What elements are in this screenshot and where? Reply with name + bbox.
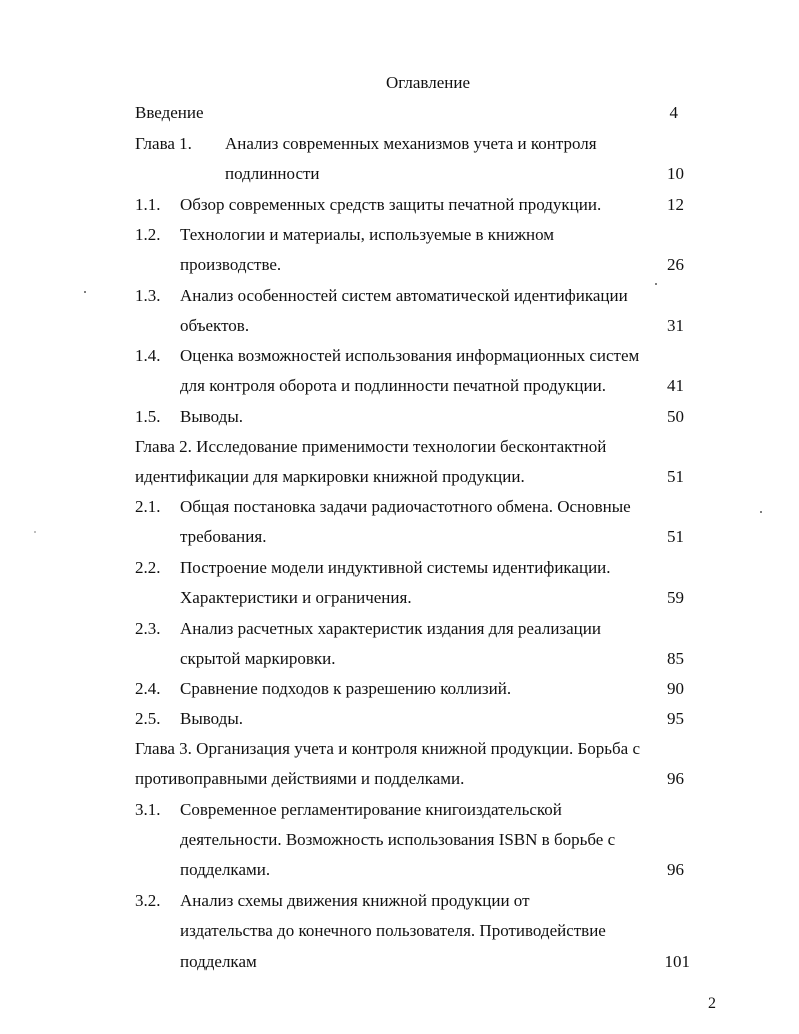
toc-entry-page: 10	[667, 164, 684, 183]
toc-entry-text: Построение модели индуктивной системы идентификации.	[180, 558, 611, 577]
toc-entry-page: 101	[664, 952, 690, 971]
toc-entry-number: 2.2.	[135, 558, 161, 577]
toc-entry-number: Глава 1.	[135, 134, 192, 153]
toc-entry-text: Общая постановка задачи радиочастотного обмена. Основные	[180, 497, 631, 516]
toc-entry-text: Характеристики и ограничения.	[180, 588, 412, 607]
toc-entry-page: 90	[667, 679, 684, 698]
toc-entry-text: подлинности	[225, 164, 320, 183]
toc-entry-page: 41	[667, 376, 684, 395]
scan-speck	[84, 291, 86, 293]
toc-entry-page: 95	[667, 709, 684, 728]
toc-entry-page: 51	[667, 527, 684, 546]
toc-entry-text: Обзор современных средств защиты печатной продукции.	[180, 195, 602, 214]
toc-entry-text: Анализ расчетных характеристик издания для реализации	[180, 619, 601, 638]
scan-speck	[760, 511, 762, 513]
toc-entry-text: подделкам	[180, 952, 257, 971]
scan-speck	[655, 283, 657, 285]
toc-entry-text: подделками.	[180, 860, 271, 879]
toc-entry-page: 59	[667, 588, 684, 607]
toc-title: Оглавление	[386, 73, 470, 92]
toc-entry-text: Глава 2. Исследование применимости технологии бесконтактной	[135, 437, 607, 456]
toc-entry-number: 3.2.	[135, 891, 161, 910]
toc-entry-text: деятельности. Возможность использования ISBN в борьбе с	[180, 830, 616, 849]
toc-entry-text: противоправными действиями и подделками.	[135, 769, 465, 788]
toc-entry-text: производстве.	[180, 255, 282, 274]
toc-entry-number: 3.1.	[135, 800, 161, 819]
toc-entry-text: Анализ схемы движения книжной продукции от	[180, 891, 530, 910]
toc-entry-text: Оценка возможностей использования информационных систем	[180, 346, 640, 365]
scan-speck	[34, 531, 36, 533]
toc-entry-number: 2.3.	[135, 619, 161, 638]
toc-entry-number: 1.1.	[135, 195, 161, 214]
toc-entry-text: Современное регламентирование книгоиздательской	[180, 800, 562, 819]
toc-entry-page: 50	[667, 407, 684, 426]
toc-entry-page: 51	[667, 467, 684, 486]
toc-entry-page: 96	[667, 769, 684, 788]
toc-entry-text: Технологии и материалы, используемые в книжном	[180, 225, 555, 244]
toc-entry-number: 1.2.	[135, 225, 161, 244]
toc-entry-text: Сравнение подходов к разрешению коллизий.	[180, 679, 512, 698]
toc-entry-number: 2.5.	[135, 709, 161, 728]
toc-entry-page: 31	[667, 316, 684, 335]
toc-entry-text: Введение	[135, 103, 204, 122]
toc-entry-text: для контроля оборота и подлинности печатной продукции.	[180, 376, 606, 395]
toc-entry-number: 2.1.	[135, 497, 161, 516]
toc-entry-text: Анализ современных механизмов учета и контроля	[225, 134, 597, 153]
toc-entry-text: объектов.	[180, 316, 250, 335]
toc-entry-number: 1.3.	[135, 286, 161, 305]
toc-entry-text: Глава 3. Организация учета и контроля книжной продукции. Борьба с	[135, 739, 640, 758]
toc-entry-text: издательства до конечного пользователя. Противодействие	[180, 921, 606, 940]
toc-entry-page: 26	[667, 255, 684, 274]
toc-entry-text: Выводы.	[180, 407, 244, 426]
toc-entry-page: 85	[667, 649, 684, 668]
toc-entry-number: 2.4.	[135, 679, 161, 698]
toc-entry-text: скрытой маркировки.	[180, 649, 336, 668]
page-number: 2	[708, 995, 716, 1012]
toc-entry-number: 1.4.	[135, 346, 161, 365]
toc-entry-text: идентификации для маркировки книжной продукции.	[135, 467, 525, 486]
toc-entry-page: 4	[669, 103, 678, 122]
toc-entry-text: Анализ особенностей систем автоматической идентификации	[180, 286, 628, 305]
toc-entry-text: Выводы.	[180, 709, 244, 728]
toc-entry-page: 96	[667, 860, 684, 879]
toc-entry-text: требования.	[180, 527, 267, 546]
toc-entry-number: 1.5.	[135, 407, 161, 426]
toc-entry-page: 12	[667, 195, 684, 214]
